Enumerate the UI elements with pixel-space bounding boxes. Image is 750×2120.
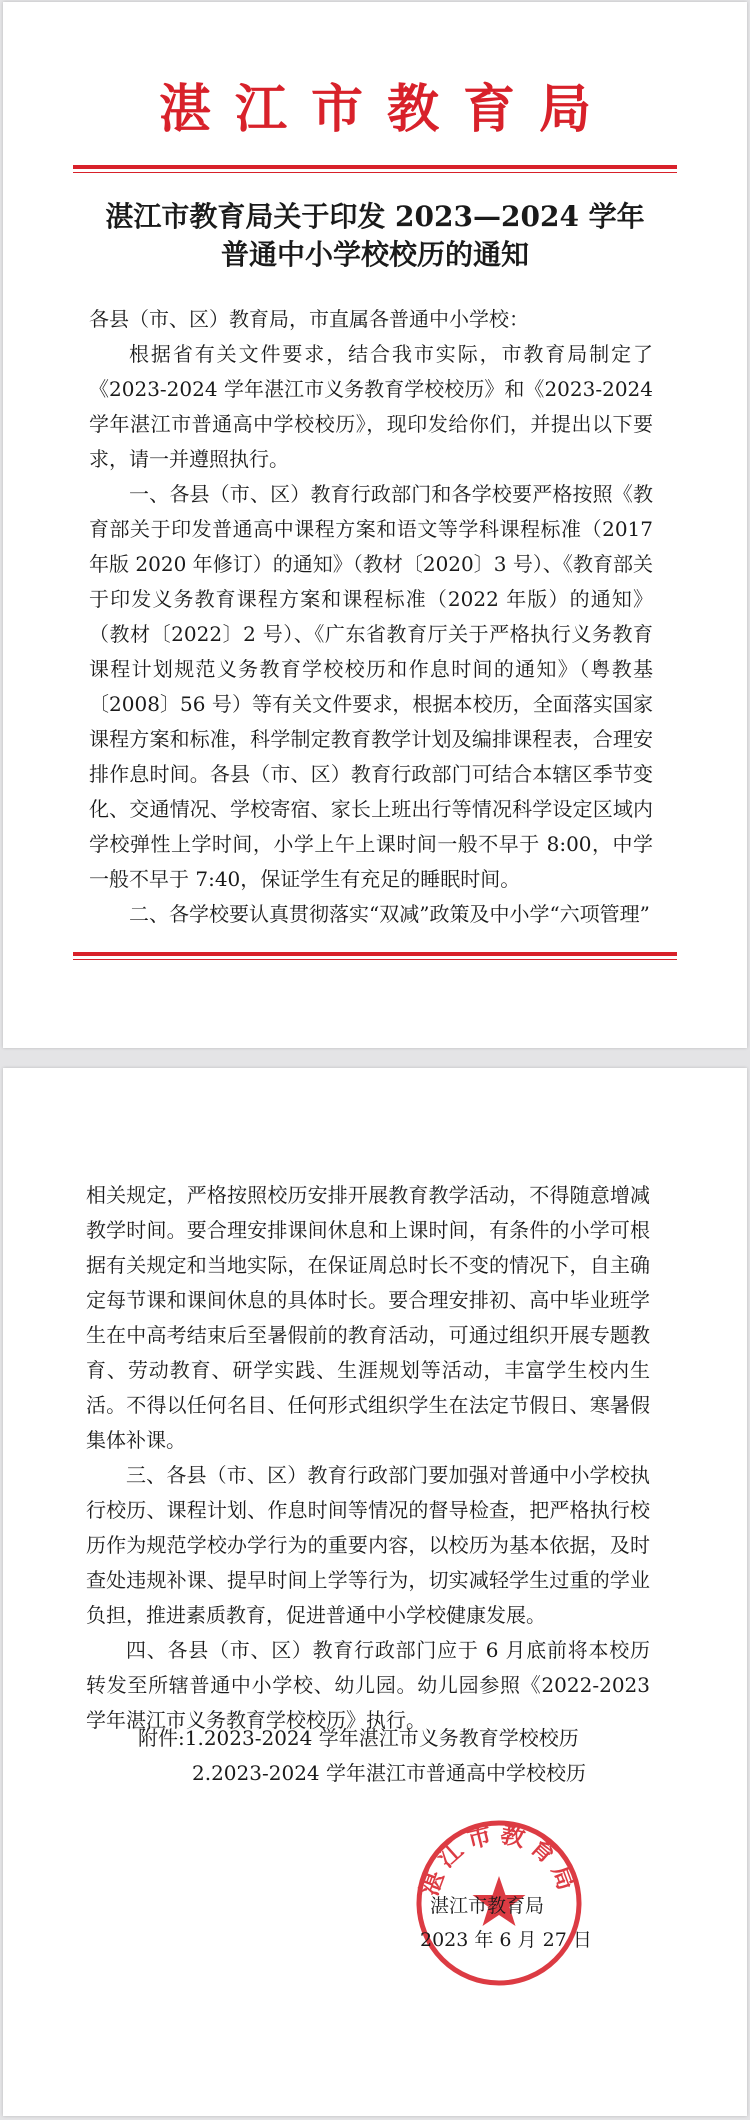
paragraph-item-2-start: 二、各学校要认真贯彻落实“双减”政策及中小学“六项管理” [129,902,650,926]
letterhead-title: 湛江市教育局 [158,80,615,140]
signature-date: 2023 年 6 月 27 日 [420,1929,592,1951]
paragraph-item-3: 三、各县（市、区）教育行政部门要加强对普通中小学校执行校历、课程计划、作息时间等情况的督导检查，把严格执行校历作为规范学校办学行为的重要内容，以校历为基本依据，及时查处违规补课、提早时间上学等行为，切实减轻学生过重的学业负担，推进素质教育，促进普通中小学校健康发展。 [86,1463,650,1627]
document-body-page-1 [89,302,653,932]
document-page-1 [3,2,747,1048]
document-body-page-2 [86,1178,650,1738]
document-title-line-1: 湛江市教育局关于印发 2023—2024 学年 [105,200,645,233]
document-title [3,198,747,274]
letterhead-divider [73,165,677,173]
footer-divider [73,952,677,960]
paragraph-item-1: 一、各县（市、区）教育行政部门和各学校要严格按照《教育部关于印发普通高中课程方案和语文等学科课程标准（2017 年版 2020 年修订）的通知》（教材〔2020〕3 号）、《教育部关于印发义务教育课程方案和课程标准（2022 年版）的通知》（教材〔2022〕2 号）、《广东省教育厅关于严格执行义务教育课程计划规范义务教育学校校历和作息时间的通知》（粤教基〔2008〕56 号）等有关文件要求，根据本校历，全面落实国家课程方案和标准，科学制定教育教学计划及编排课程表，合理安排作息时间。各县（市、区）教育行政部门可结合本辖区季节变化、交通情况、学校寄宿、家长上班出行等情况科学设定区域内学校弹性上学时间，小学上午上课时间一般不早于 8:00，中学一般不早于 7:40，保证学生有充足的睡眠时间。 [89,482,653,891]
salutation: 各县（市、区）教育局，市直属各普通中小学校： [89,307,529,331]
attachment-1: 附件:1.2023-2024 学年湛江市义务教育学校校历 [138,1726,579,1750]
document-title-line-2: 普通中小学校校历的通知 [220,238,529,271]
paragraph-intro: 根据省有关文件要求，结合我市实际，市教育局制定了《2023-2024 学年湛江市义务教育学校校历》和《2023-2024 学年湛江市普通高中学校校历》，现印发给你们，并提出以下要求，请一并遵照执行。 [89,342,653,471]
paragraph-item-4: 四、各县（市、区）教育行政部门应于 6 月底前将本校历转发至所辖普通中小学校、幼儿园。幼儿园参照《2022-2023 学年湛江市义务教育学校校历》执行。 [86,1638,650,1732]
signature-organization: 湛江市教育局 [430,1895,545,1917]
seal-text: 湛江市教育局 [415,1819,583,1900]
paragraph-item-2-continued: 相关规定，严格按照校历安排开展教育教学活动，不得随意增减教学时间。要合理安排课间休息和上课时间，有条件的小学可根据有关规定和当地实际，在保证周总时长不变的情况下，自主确定每节课和课间休息的具体时长。要合理安排初、高中毕业班学生在中高考结束后至暑假前的教育活动，可通过组织开展专题教育、劳动教育、研学实践、生涯规划等活动，丰富学生校内生活。不得以任何名目、任何形式组织学生在法定节假日、寒暑假集体补课。 [86,1183,650,1452]
attachment-2: 2.2023-2024 学年湛江市普通高中学校校历 [192,1761,586,1785]
